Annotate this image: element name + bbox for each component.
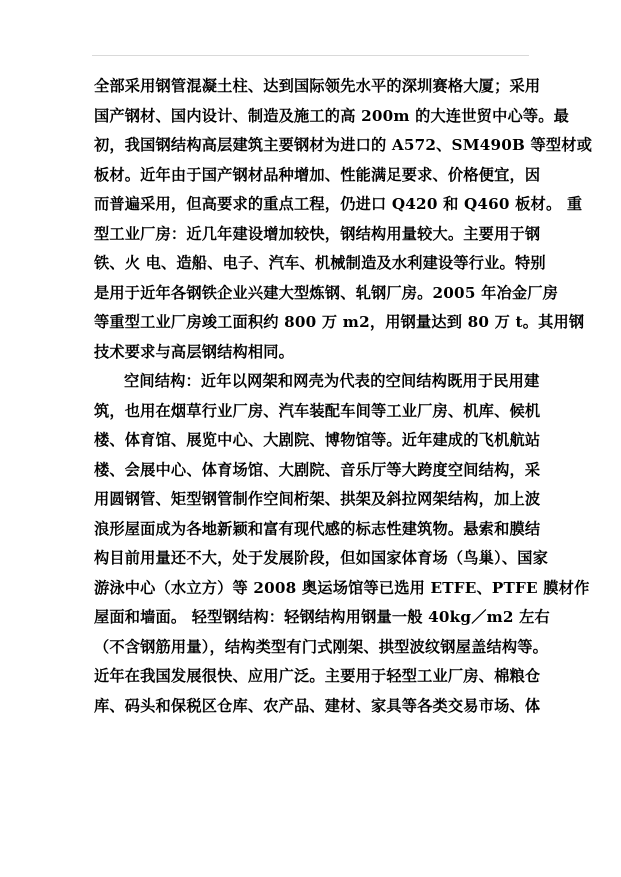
text-line: 型工业厂房：近几年建设增加较快，钢结构用量较大。主要用于钢	[94, 224, 541, 243]
text-line: 而普遍采用，但高要求的重点工程，仍进口 Q420 和 Q460 板材。 重	[94, 195, 583, 213]
header-divider	[92, 55, 529, 56]
paragraph-start-line: 空间结构：近年以网架和网壳为代表的空间结构既用于民用建	[124, 372, 540, 390]
document-body	[94, 72, 593, 721]
text-line: 楼、体育馆、展览中心、大剧院、博物馆等。近年建成的飞机航站	[94, 431, 541, 449]
text-line: 库、码头和保税区仓库、农产品、建材、家具等各类交易市场、体	[94, 696, 541, 715]
text-line: 板材。近年由于国产钢材品种增加、性能满足要求、价格便宜，因	[94, 165, 541, 184]
text-line: 屋面和墙面。 轻型钢结构：轻钢结构用钢量一般 40kg／m2 左右	[94, 608, 550, 626]
text-line: 用圆钢管、矩型钢管制作空间桁架、拱架及斜拉网架结构，加上波	[94, 490, 541, 508]
text-line: 国产钢材、国内设计、制造及施工的高 200m 的大连世贸中心等。最	[94, 106, 570, 125]
text-line: 铁、火 电、造船、电子、汽车、机械制造及水利建设等行业。特别	[94, 254, 546, 272]
text-line: 初，我国钢结构高层建筑主要钢材为进口的 A572、SM490B 等型材或	[94, 136, 593, 154]
text-line: 近年在我国发展很快、应用广泛。主要用于轻型工业厂房、棉粮仓	[94, 667, 541, 685]
text-line: 构目前用量还不大，处于发展阶段，但如国家体育场（鸟巢）、国家	[94, 549, 549, 567]
text-line: 楼、会展中心、体育场馆、大剧院、音乐厅等大跨度空间结构，采	[94, 460, 541, 479]
text-line: 全部采用钢管混凝土柱、达到国际领先水平的深圳赛格大厦；采用	[94, 77, 541, 95]
text-line: 是用于近年各钢铁企业兴建大型炼钢、轧钢厂房。2005 年冶金厂房	[94, 283, 559, 302]
text-line: 筑，也用在烟草行业厂房、汽车装配车间等工业厂房、机库、候机	[94, 401, 541, 420]
text-line: 浪形屋面成为各地新颖和富有现代感的标志性建筑物。悬索和膜结	[94, 519, 541, 538]
text-line: （不含钢筋用量），结构类型有门式刚架、拱型波纹钢屋盖结构等。	[94, 637, 549, 656]
paragraph-end-line: 技术要求与高层钢结构相同。	[94, 342, 295, 361]
text-line: 等重型工业厂房竣工面积约 800 万 m2，用钢量达到 80 万 t。其用钢	[94, 313, 585, 331]
text-line: 游泳中心（水立方）等 2008 奥运场馆等已选用 ETFE、PTFE 膜材作	[94, 578, 590, 597]
